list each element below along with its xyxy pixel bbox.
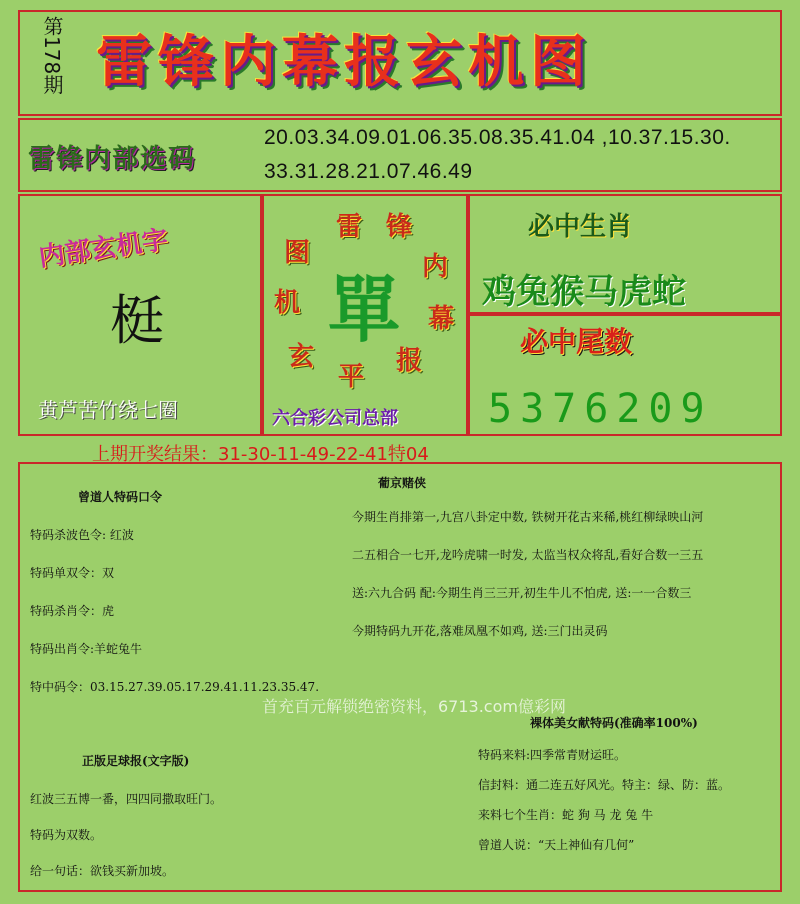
left-item: 特码出肖令:羊蛇兔牛 bbox=[30, 642, 143, 656]
secret-char-caption: 黄芦苦竹绕七圈 bbox=[38, 398, 178, 422]
left-item: 特码杀波色令: 红波 bbox=[30, 528, 134, 542]
left-item-2: 给一句话：欲钱买新加坡。 bbox=[30, 864, 175, 878]
watermark: 首充百元解锁绝密资料，6713.com億彩网 bbox=[262, 697, 566, 716]
center-big-char: 單 bbox=[328, 268, 401, 352]
zodiac-animals: 鸡兔猴马虎蛇 bbox=[482, 272, 686, 312]
circle-char: 雷 bbox=[336, 212, 363, 242]
secret-char: 梃 bbox=[110, 289, 164, 352]
numbers-line-1: 20.03.34.09.01.06.35.08.35.41.04 ,10.37.15.30. bbox=[264, 126, 731, 149]
left-item: 特中码令：03.15.27.39.05.17.29.41.11.23.35.47. bbox=[30, 680, 320, 694]
right-item: 今期特码九开花,落难凤凰不如鸡, 送:三门出灵码 bbox=[352, 624, 608, 638]
right-item-2: 曾道人说：“天上神仙有几何” bbox=[478, 838, 635, 852]
tail-title: 必中尾数 bbox=[520, 325, 633, 358]
circle-char: 机 bbox=[274, 288, 301, 318]
left-item: 特码单双令：双 bbox=[30, 566, 115, 580]
right-item-2: 特码来料:四季常青财运旺。 bbox=[478, 748, 627, 762]
right-item: 二五相合一七开,龙吟虎啸一时发, 太监当权众将乱,看好合数一三五 bbox=[352, 548, 704, 562]
last-result: 上期开奖结果：31-30-11-49-22-41特04 bbox=[92, 444, 429, 465]
page-title: 雷锋内幕报玄机图 bbox=[96, 30, 592, 95]
circle-char: 幕 bbox=[428, 304, 455, 334]
right-heading-2: 裸体美女献特码(准确率100%) bbox=[530, 716, 698, 730]
circle-char: 平 bbox=[338, 362, 365, 392]
circle-char: 报 bbox=[396, 346, 423, 376]
right-item: 送:六九合码 配:今期生肖三三开,初生牛儿不怕虎, 送:一一合数三 bbox=[352, 586, 692, 600]
zodiac-title: 必中生肖 bbox=[528, 212, 633, 242]
right-item-2: 来料七个生肖：蛇 狗 马 龙 兔 牛 bbox=[478, 808, 654, 822]
numbers-line-2: 33.31.28.21.07.46.49 bbox=[264, 160, 473, 183]
numbers-title: 雷锋内部选码 bbox=[28, 144, 197, 174]
left-item-2: 红波三五博一番，四四同撒取旺门。 bbox=[30, 792, 223, 806]
issue-number: 第178期 bbox=[40, 16, 64, 95]
circle-char: 玄 bbox=[288, 342, 315, 372]
right-item: 今期生肖排第一,九宫八卦定中数, 铁树开花古来稀,桃红柳绿映山河 bbox=[352, 510, 704, 524]
secret-char-title: 内部玄机字 bbox=[36, 225, 170, 273]
circle-char: 锋 bbox=[386, 212, 413, 242]
circle-char: 内 bbox=[422, 252, 449, 282]
left-heading: 曾道人特码口令 bbox=[78, 490, 163, 504]
left-heading-2: 正版足球报(文字版) bbox=[82, 754, 190, 768]
company-label: 六合彩公司总部 bbox=[272, 408, 398, 429]
left-item: 特码杀肖令：虎 bbox=[30, 604, 115, 618]
tail-digits: 5376209 bbox=[488, 386, 713, 432]
right-item-2: 信封料：通二连五好风光。特主：绿、防：蓝。 bbox=[478, 778, 731, 792]
circle-char: 图 bbox=[284, 238, 311, 268]
right-heading: 葡京赌侠 bbox=[378, 476, 427, 490]
left-item-2: 特码为双数。 bbox=[30, 828, 103, 842]
